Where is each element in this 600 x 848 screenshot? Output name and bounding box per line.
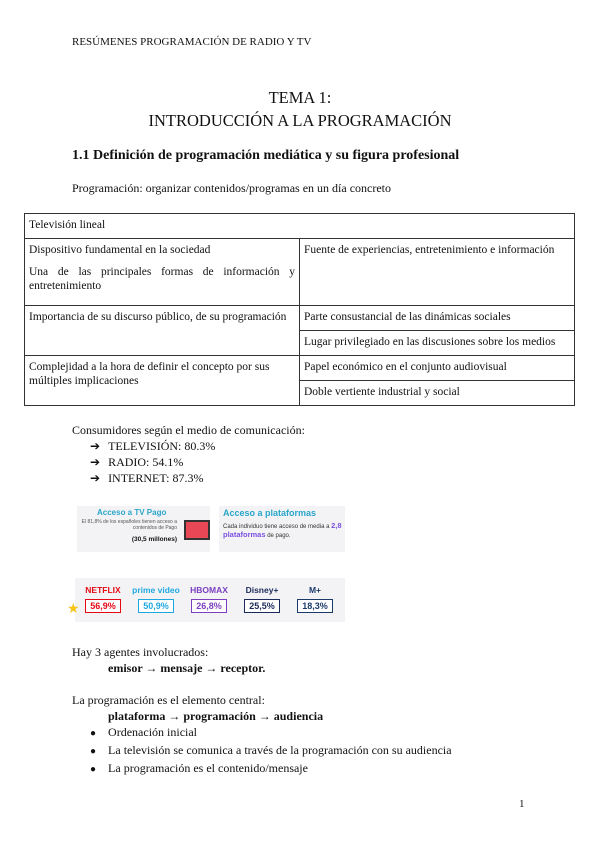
platform-percent: 25,5% [244, 599, 280, 613]
consumers-list [90, 438, 215, 486]
platform-item [236, 582, 288, 613]
platform-logo: HBOMAX [190, 585, 228, 595]
list-item: ● La televisión se comunica a través de la programación con su audiencia [90, 742, 452, 760]
plataformas-title: Acceso a plataformas [223, 508, 317, 518]
table-cell: Doble vertiente industrial y social [300, 381, 575, 406]
table-cell: Fuente de experiencias, entretenimiento e información [300, 239, 575, 306]
page-number: 1 [519, 798, 525, 810]
platform-logo: Disney+ [245, 585, 279, 595]
table-cell: Complejidad a la hora de definir el concepto por sus múltiples implicaciones [25, 356, 300, 406]
table-header: Televisión lineal [25, 214, 575, 239]
platform-percent: 26,8% [191, 599, 227, 613]
consumers-intro: Consumidores según el medio de comunicación: [72, 423, 305, 437]
chapter-title: INTRODUCCIÓN A LA PROGRAMACIÓN [148, 111, 452, 130]
table-cell: Papel económico en el conjunto audiovisual [300, 356, 575, 381]
star-icon: ★ [67, 600, 80, 616]
running-header: RESÚMENES PROGRAMACIÓN DE RADIO Y TV [72, 36, 312, 48]
central-intro: La programación es el elemento central: [72, 693, 265, 707]
platform-item [130, 582, 182, 613]
chapter-number: TEMA 1: [268, 88, 332, 107]
list-item: ➔ RADIO: 54.1% [90, 454, 215, 470]
platforms-infographic [67, 578, 345, 622]
platform-item [289, 582, 341, 613]
section-heading: 1.1 Definición de programación mediática y su figura profesional [72, 148, 460, 163]
tv-pago-text: El 81,8% de los españoles tienen acceso a contenidos de Pago [81, 519, 177, 531]
tv-icon [184, 520, 210, 540]
agents-intro: Hay 3 agentes involucrados: [72, 645, 209, 659]
tv-pago-title: Acceso a TV Pago [97, 508, 167, 517]
tv-pago-infographic [77, 506, 210, 552]
platform-logo: M+ [308, 585, 322, 595]
platform-percent: 18,3% [297, 599, 333, 613]
platform-logo: NETFLIX [85, 585, 121, 595]
plataformas-text: Cada individuo tiene acceso de media a 2,8 plataformas de pago. [223, 521, 342, 539]
list-item: ➔ INTERNET: 87.3% [90, 470, 215, 486]
platform-percent: 56,9% [85, 599, 121, 613]
central-chain: plataforma → programación → audiencia [108, 709, 324, 723]
table-cell: Parte consustancial de las dinámicas sociales [300, 306, 575, 331]
platform-item [77, 582, 129, 613]
list-item: ● La programación es el contenido/mensaje [90, 760, 452, 778]
platform-percent: 50,9% [138, 599, 174, 613]
definition-text: Programación: organizar contenidos/programas en un día concreto [72, 181, 392, 195]
platform-item [183, 582, 235, 613]
list-item: ● Ordenación inicial [90, 724, 452, 742]
table-cell: Dispositivo fundamental en la sociedad [29, 244, 211, 256]
linear-tv-table [24, 213, 575, 406]
tv-pago-count: (30,5 millones) [131, 536, 177, 543]
central-list [90, 724, 452, 778]
table-cell: Importancia de su discurso público, de su programación [25, 306, 300, 356]
plataformas-infographic [219, 506, 345, 552]
list-item: ➔ TELEVISIÓN: 80.3% [90, 438, 215, 454]
agents-chain: emisor → mensaje → receptor. [108, 661, 266, 675]
table-cell: Lugar privilegiado en las discusiones sobre los medios [300, 331, 575, 356]
table-cell: Una de las principales formas de información y entretenimiento [29, 266, 295, 292]
platform-logo: prime video [132, 585, 180, 595]
